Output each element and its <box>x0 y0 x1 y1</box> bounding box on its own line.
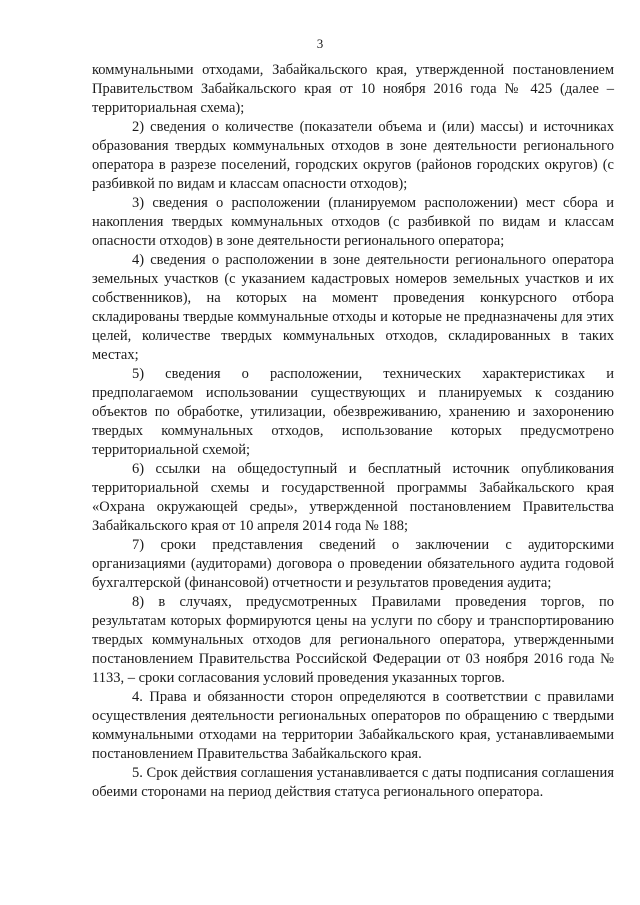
document-body <box>92 61 614 802</box>
paragraph-item-2: 2) сведения о количестве (показатели объема и (или) массы) и источниках образования твердых коммунальных отходов в зоне деятельности регионального оператора в разрезе поселений, городских округов (районов городских округов) (с разбивкой по видам и классам опасности отходов); <box>92 119 614 192</box>
paragraph-item-4: 4) сведения о расположении в зоне деятельности регионального оператора земельных участков (с указанием кадастровых номеров земельных участков и их собственников), на которых на момент проведения конкурсного отбора складированы твердые коммунальные отходы и которые не предназначены для этих целей, количестве твердых коммунальных отходов, складированных в таких местах; <box>92 252 614 363</box>
page-number: 3 <box>316 36 324 51</box>
paragraph-item-6: 6) ссылки на общедоступный и бесплатный источник опубликования территориальной схемы и государственной программы Забайкальского края «Охрана окружающей среды», утвержденной постановлением Правительства Забайкальского края от 10 апреля 2014 года № 188; <box>92 461 614 534</box>
paragraph-item-3: 3) сведения о расположении (планируемом расположении) мест сбора и накопления твердых коммунальных отходов (с разбивкой по видам и классам опасности отходов) в зоне деятельности регионального оператора; <box>92 195 614 249</box>
paragraph-item-7: 7) сроки представления сведений о заключении с аудиторскими организациями (аудиторами) договора о проведении обязательного аудита годовой бухгалтерской (финансовой) отчетности и результатов проведения аудита; <box>92 537 614 591</box>
paragraph-item-8: 8) в случаях, предусмотренных Правилами проведения торгов, по результатам которых формируются цены на услуги по сбору и транспортированию твердых коммунальных отходов для регионального оператора, утвержденными постановлением Правительства Российской Федерации от 03 ноября 2016 года № 1133, – сроки согласования условий проведения указанных торгов. <box>92 594 614 686</box>
paragraph-continuation: коммунальными отходами, Забайкальского края, утвержденной постановлением Правительством Забайкальского края от 10 ноября 2016 года № 425 (далее – территориальная схема); <box>92 62 614 116</box>
paragraph-section-4: 4. Права и обязанности сторон определяются в соответствии с правилами осуществления деятельности региональных операторов по обращению с твердыми коммунальными отходами на территории Забайкальского края, устанавливаемыми постановлением Правительства Забайкальского края. <box>92 689 614 762</box>
paragraph-section-5: 5. Срок действия соглашения устанавливается с даты подписания соглашения обеими сторонами на период действия статуса регионального оператора. <box>92 765 614 800</box>
paragraph-item-5: 5) сведения о расположении, технических характеристиках и предполагаемом использовании существующих и планируемых к созданию объектов по обработке, утилизации, обезвреживанию, хранению и захоронению твердых коммунальных отходов, использование которых предусмотрено территориальной схемой; <box>92 366 614 458</box>
